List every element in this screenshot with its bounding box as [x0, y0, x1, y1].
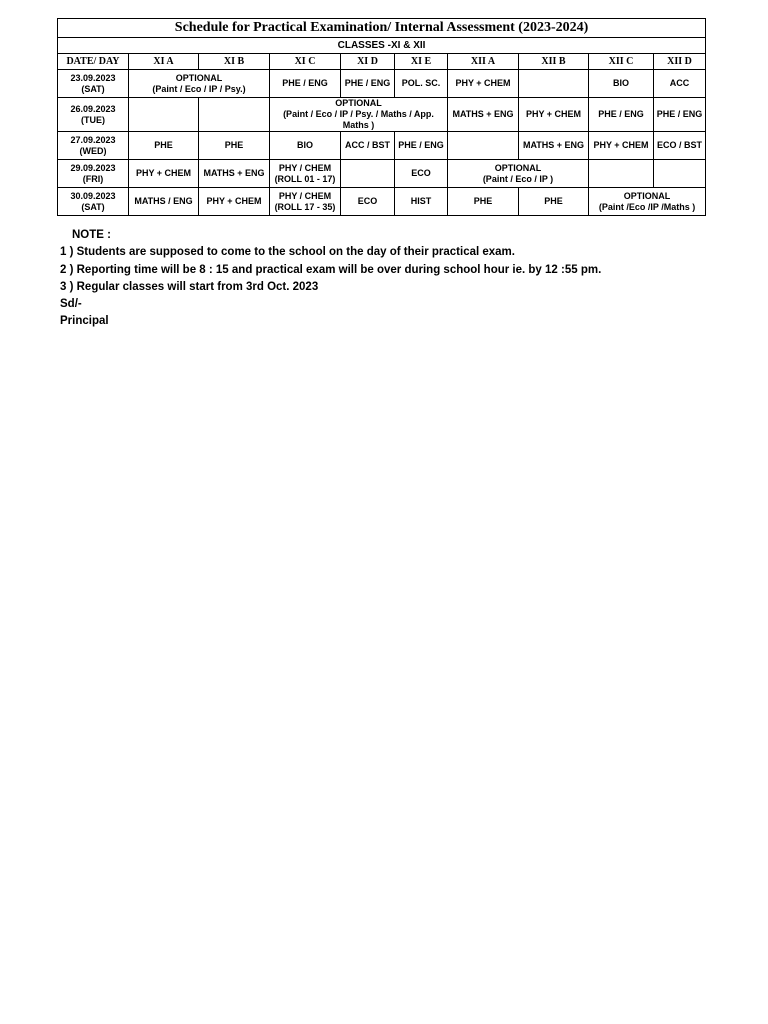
- header-xi-e: XI E: [395, 54, 448, 70]
- cell-xii-c: PHE / ENG: [589, 98, 654, 132]
- table-row: [58, 70, 706, 98]
- header-xii-a: XII A: [448, 54, 519, 70]
- cell-xii-a: PHE: [448, 188, 519, 216]
- cell-xi-c: PHY / CHEM (ROLL 01 - 17): [270, 160, 341, 188]
- cell-xi-a: [129, 98, 199, 132]
- cell-xi-c: BIO: [270, 132, 341, 160]
- classes-subtitle: CLASSES -XI & XII: [58, 38, 706, 54]
- note-heading: NOTE :: [72, 229, 111, 241]
- cell-xii-a: [448, 132, 519, 160]
- signature: Sd/-: [60, 298, 82, 311]
- cell-xi-c: PHE / ENG: [270, 70, 341, 98]
- cell-xi-d: ACC / BST: [341, 132, 395, 160]
- cell-xii-b: [519, 70, 589, 98]
- cell-xi-b: MATHS + ENG: [199, 160, 270, 188]
- table-row: [58, 188, 706, 216]
- cell-xi-a: PHE: [129, 132, 199, 160]
- cell-xi-e: POL. SC.: [395, 70, 448, 98]
- date-cell: 30.09.2023 (SAT): [58, 188, 129, 216]
- header-xii-c: XII C: [589, 54, 654, 70]
- header-row: [58, 54, 706, 70]
- header-xi-c: XI C: [270, 54, 341, 70]
- note-item-1: 1 ) Students are supposed to come to the school on the day of their practical exam.: [60, 246, 515, 259]
- optional-cell: OPTIONAL (Paint / Eco / IP ): [448, 160, 589, 188]
- cell-xi-e: ECO: [395, 160, 448, 188]
- date-cell: 29.09.2023 (FRI): [58, 160, 129, 188]
- cell-xi-b: PHY + CHEM: [199, 188, 270, 216]
- table-row: [58, 98, 706, 132]
- header-xi-d: XI D: [341, 54, 395, 70]
- header-xi-a: XI A: [129, 54, 199, 70]
- cell-xii-a: PHY + CHEM: [448, 70, 519, 98]
- cell-xii-c: PHY + CHEM: [589, 132, 654, 160]
- optional-cell: OPTIONAL (Paint / Eco / IP / Psy.): [129, 70, 270, 98]
- cell-xii-c: BIO: [589, 70, 654, 98]
- cell-xii-d: [654, 160, 706, 188]
- cell-xii-a: MATHS + ENG: [448, 98, 519, 132]
- header-xii-b: XII B: [519, 54, 589, 70]
- cell-xi-e: PHE / ENG: [395, 132, 448, 160]
- cell-xii-b: PHY + CHEM: [519, 98, 589, 132]
- note-item-2: 2 ) Reporting time will be 8 : 15 and practical exam will be over during school hour ie. by 12 :55 pm.: [60, 263, 602, 276]
- notes-section: [60, 227, 710, 331]
- schedule-table: [57, 18, 706, 216]
- cell-xii-d: ECO / BST: [654, 132, 706, 160]
- cell-xi-c: PHY / CHEM (ROLL 17 - 35): [270, 188, 341, 216]
- cell-xi-d: ECO: [341, 188, 395, 216]
- header-date-day: DATE/ DAY: [58, 54, 129, 70]
- table-row: [58, 132, 706, 160]
- cell-xi-a: MATHS / ENG: [129, 188, 199, 216]
- cell-xi-a: PHY + CHEM: [129, 160, 199, 188]
- cell-xi-b: PHE: [199, 132, 270, 160]
- cell-xii-d: PHE / ENG: [654, 98, 706, 132]
- date-cell: 26.09.2023 (TUE): [58, 98, 129, 132]
- optional-cell: OPTIONAL (Paint / Eco / IP / Psy. / Maths / App. Maths ): [270, 98, 448, 132]
- date-cell: 23.09.2023 (SAT): [58, 70, 129, 98]
- cell-xi-d: [341, 160, 395, 188]
- table-row: [58, 160, 706, 188]
- date-cell: 27.09.2023 (WED): [58, 132, 129, 160]
- signatory: Principal: [60, 315, 109, 328]
- cell-xii-b: PHE: [519, 188, 589, 216]
- note-item-3: 3 ) Regular classes will start from 3rd Oct. 2023: [60, 280, 319, 293]
- schedule-title: Schedule for Practical Examination/ Internal Assessment (2023-2024): [58, 19, 706, 38]
- optional-cell: OPTIONAL (Paint /Eco /IP /Maths ): [589, 188, 706, 216]
- cell-xii-b: MATHS + ENG: [519, 132, 589, 160]
- cell-xi-d: PHE / ENG: [341, 70, 395, 98]
- header-xii-d: XII D: [654, 54, 706, 70]
- header-xi-b: XI B: [199, 54, 270, 70]
- cell-xi-b: [199, 98, 270, 132]
- cell-xi-e: HIST: [395, 188, 448, 216]
- cell-xii-c: [589, 160, 654, 188]
- cell-xii-d: ACC: [654, 70, 706, 98]
